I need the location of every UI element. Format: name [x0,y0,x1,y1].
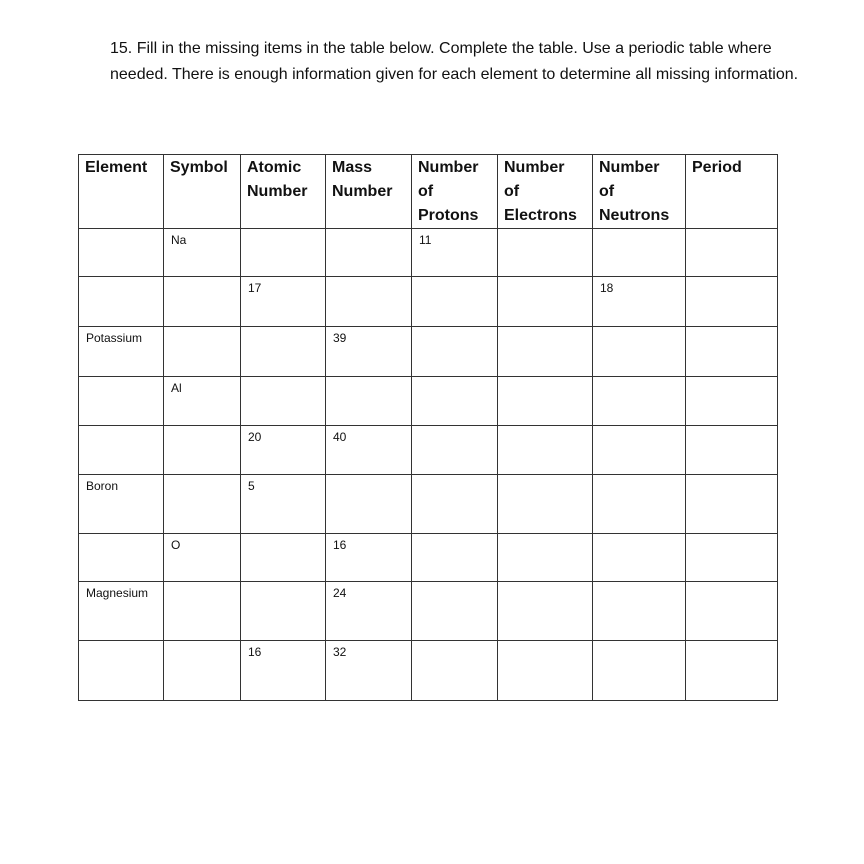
cell-protons[interactable] [412,426,498,475]
cell-neutrons[interactable] [593,641,686,701]
cell-mass-number[interactable] [326,475,412,534]
header-symbol: Symbol [164,155,241,229]
cell-neutrons[interactable] [593,534,686,582]
cell-atomic-number[interactable] [241,327,326,377]
table-body [79,229,778,701]
cell-symbol[interactable]: Al [164,377,241,426]
cell-atomic-number[interactable]: 16 [241,641,326,701]
header-number-of-neutrons: Number of Neutrons [593,155,686,229]
cell-mass-number[interactable] [326,229,412,277]
header-number-of-electrons: Number of Electrons [498,155,593,229]
cell-period[interactable] [686,327,778,377]
element-table [78,154,778,701]
cell-period[interactable] [686,582,778,641]
cell-symbol[interactable]: O [164,534,241,582]
cell-element[interactable] [79,229,164,277]
table-row [79,641,778,701]
cell-symbol[interactable] [164,327,241,377]
cell-symbol[interactable] [164,641,241,701]
cell-electrons[interactable] [498,327,593,377]
cell-neutrons[interactable]: 18 [593,277,686,327]
cell-atomic-number[interactable] [241,377,326,426]
cell-period[interactable] [686,277,778,327]
cell-element[interactable]: Potassium [79,327,164,377]
cell-protons[interactable] [412,641,498,701]
cell-symbol[interactable] [164,582,241,641]
cell-mass-number[interactable]: 24 [326,582,412,641]
table-row [79,426,778,475]
cell-protons[interactable] [412,377,498,426]
cell-mass-number[interactable] [326,377,412,426]
cell-symbol[interactable] [164,475,241,534]
cell-period[interactable] [686,475,778,534]
cell-neutrons[interactable] [593,582,686,641]
cell-protons[interactable] [412,327,498,377]
cell-symbol[interactable] [164,277,241,327]
cell-protons[interactable] [412,582,498,641]
cell-electrons[interactable] [498,377,593,426]
cell-protons[interactable] [412,277,498,327]
cell-neutrons[interactable] [593,229,686,277]
cell-electrons[interactable] [498,229,593,277]
cell-atomic-number[interactable]: 17 [241,277,326,327]
cell-mass-number[interactable]: 39 [326,327,412,377]
header-mass-number: Mass Number [326,155,412,229]
cell-element[interactable] [79,426,164,475]
cell-mass-number[interactable]: 16 [326,534,412,582]
table-row [79,229,778,277]
cell-neutrons[interactable] [593,327,686,377]
header-period: Period [686,155,778,229]
cell-atomic-number[interactable]: 20 [241,426,326,475]
cell-protons[interactable]: 11 [412,229,498,277]
cell-element[interactable] [79,641,164,701]
cell-neutrons[interactable] [593,377,686,426]
header-row [79,155,778,229]
cell-electrons[interactable] [498,582,593,641]
header-number-of-protons: Number of Protons [412,155,498,229]
cell-period[interactable] [686,426,778,475]
table-row [79,377,778,426]
cell-protons[interactable] [412,534,498,582]
cell-protons[interactable] [412,475,498,534]
header-element: Element [79,155,164,229]
cell-element[interactable] [79,534,164,582]
cell-electrons[interactable] [498,641,593,701]
cell-element[interactable]: Boron [79,475,164,534]
cell-element[interactable] [79,377,164,426]
table-row [79,534,778,582]
cell-neutrons[interactable] [593,426,686,475]
cell-period[interactable] [686,377,778,426]
table-row [79,475,778,534]
cell-period[interactable] [686,534,778,582]
cell-mass-number[interactable]: 32 [326,641,412,701]
cell-mass-number[interactable]: 40 [326,426,412,475]
table-row [79,277,778,327]
cell-electrons[interactable] [498,534,593,582]
cell-atomic-number[interactable] [241,229,326,277]
cell-element[interactable]: Magnesium [79,582,164,641]
cell-period[interactable] [686,641,778,701]
cell-electrons[interactable] [498,277,593,327]
question-text: 15. Fill in the missing items in the table below. Complete the table. Use a periodic table where needed. There is enough information given for each element to determine all missing information. [110,40,799,83]
table-row [79,582,778,641]
cell-element[interactable] [79,277,164,327]
cell-symbol[interactable]: Na [164,229,241,277]
cell-period[interactable] [686,229,778,277]
cell-atomic-number[interactable] [241,534,326,582]
cell-neutrons[interactable] [593,475,686,534]
cell-symbol[interactable] [164,426,241,475]
table-row [79,327,778,377]
cell-atomic-number[interactable]: 5 [241,475,326,534]
cell-electrons[interactable] [498,426,593,475]
cell-electrons[interactable] [498,475,593,534]
cell-mass-number[interactable] [326,277,412,327]
header-atomic-number: Atomic Number [241,155,326,229]
cell-atomic-number[interactable] [241,582,326,641]
